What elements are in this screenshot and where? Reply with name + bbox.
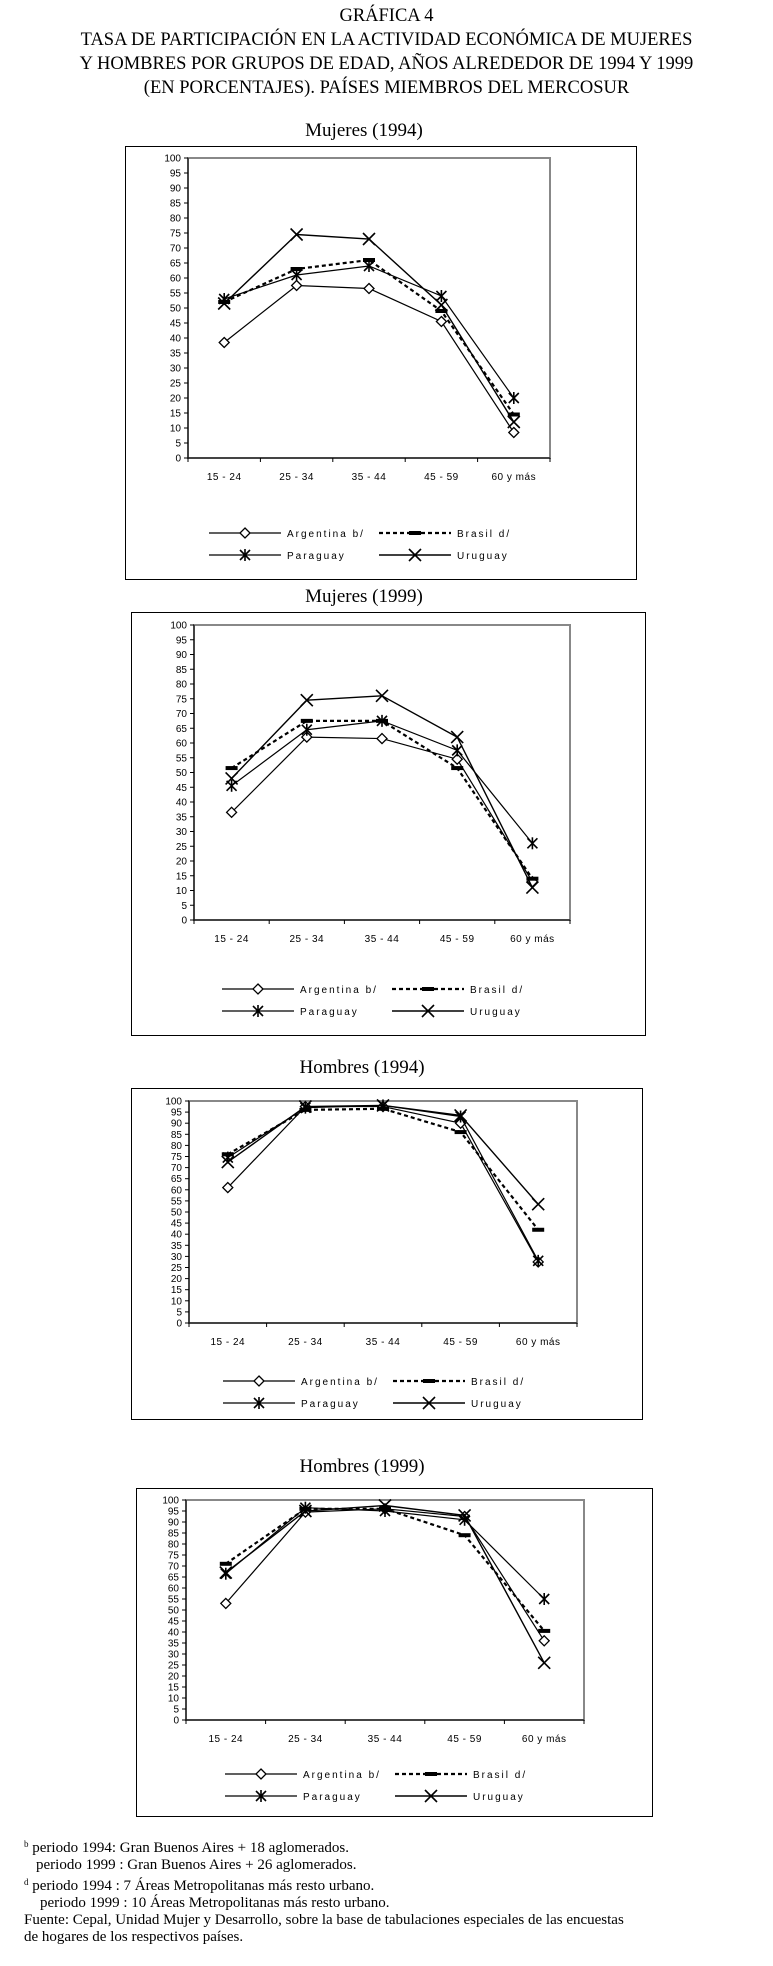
legend-label: Paraguay: [303, 1792, 362, 1803]
y-tick-label: 5: [181, 900, 187, 912]
y-tick-label: 95: [170, 1107, 182, 1119]
data-point-brasil-d: [301, 719, 313, 723]
data-point-brasil-d: [455, 1130, 467, 1134]
legend-label: Brasil d/: [457, 529, 512, 540]
y-tick-label: 60: [175, 738, 187, 750]
legend-label: Argentina b/: [301, 1377, 379, 1388]
legend-item-brasil-d: [392, 985, 524, 996]
legend-label: Paraguay: [300, 1007, 359, 1018]
y-tick-label: 25: [169, 378, 181, 390]
x-tick-label: 25 - 34: [288, 1337, 323, 1348]
x-tick-label: 25 - 34: [288, 1734, 323, 1745]
y-tick-label: 35: [167, 1638, 179, 1650]
y-tick-label: 10: [175, 886, 187, 897]
x-tick-label: 25 - 34: [279, 472, 314, 483]
data-point-paraguay: [527, 837, 537, 849]
data-point-argentina-b: [509, 428, 519, 438]
series-line-argentina-b: [224, 286, 514, 433]
y-tick-label: 70: [169, 243, 181, 255]
y-tick-label: 35: [170, 1240, 182, 1252]
series-line-brasil-d: [228, 1109, 538, 1230]
y-tick-label: 15: [175, 871, 187, 883]
figure-header: [0, 4, 773, 100]
legend-item-paraguay: [209, 549, 346, 562]
y-tick-label: 90: [169, 183, 181, 195]
footnote-marker-d: d: [24, 1877, 29, 1887]
y-tick-label: 0: [176, 1318, 182, 1330]
y-tick-label: 45: [170, 1218, 182, 1230]
y-tick-label: 65: [170, 1174, 182, 1186]
y-tick-label: 85: [175, 664, 187, 676]
y-tick-label: 60: [167, 1583, 179, 1595]
legend-item-uruguay: [395, 1790, 525, 1803]
y-tick-label: 100: [165, 1096, 182, 1108]
data-point-uruguay: [451, 731, 463, 743]
y-tick-label: 60: [170, 1185, 182, 1197]
y-tick-label: 55: [169, 288, 181, 300]
legend-label: Uruguay: [457, 551, 509, 562]
legend-item-brasil-d: [379, 529, 511, 540]
legend-marker: [422, 987, 434, 991]
chart-title-mujeres-1999: Mujeres (1999): [305, 586, 423, 607]
chart-hombres-1994: [132, 1089, 642, 1419]
x-tick-label: 45 - 59: [424, 472, 459, 483]
series-brasil-d: [220, 1507, 550, 1633]
legend-label: Brasil d/: [473, 1770, 528, 1781]
y-tick-label: 50: [175, 768, 187, 779]
plot-area: [189, 1101, 577, 1323]
series-line-brasil-d: [232, 721, 533, 879]
chart-panel-mujeres-1994: [125, 146, 637, 580]
data-point-paraguay: [436, 290, 446, 302]
y-tick-label: 75: [170, 1152, 182, 1163]
series-line-uruguay: [226, 1506, 544, 1663]
y-tick-label: 45: [175, 782, 187, 794]
y-tick-label: 40: [170, 1229, 182, 1241]
legend-label: Uruguay: [471, 1399, 523, 1410]
y-tick-label: 85: [167, 1528, 179, 1540]
legend-item-paraguay: [222, 1005, 359, 1018]
y-tick-label: 80: [175, 679, 187, 691]
legend-marker: [240, 528, 250, 538]
y-tick-label: 50: [167, 1605, 179, 1617]
x-tick-label: 15 - 24: [206, 472, 242, 483]
data-point-brasil-d: [532, 1228, 544, 1232]
y-tick-label: 100: [170, 620, 187, 632]
footnotes: [24, 1836, 769, 1946]
y-tick-label: 80: [167, 1539, 179, 1551]
data-point-argentina-b: [377, 734, 387, 744]
source-line-2: de hogares de los respectivos países.: [24, 1929, 244, 1945]
legend-marker: [256, 1769, 266, 1779]
y-tick-label: 30: [175, 827, 187, 838]
plot-area: [188, 158, 550, 458]
legend-marker: [253, 984, 263, 994]
footnote-marker-b: b: [24, 1839, 29, 1849]
data-point-brasil-d: [220, 1562, 232, 1566]
y-tick-label: 100: [162, 1495, 179, 1507]
y-tick-label: 20: [175, 856, 187, 868]
legend-label: Brasil d/: [470, 985, 525, 996]
x-tick-label: 45 - 59: [447, 1734, 482, 1745]
legend-item-argentina-b: [209, 528, 365, 540]
data-point-brasil-d: [459, 1533, 471, 1537]
y-tick-label: 65: [169, 258, 181, 270]
y-tick-label: 5: [175, 438, 181, 450]
x-tick-label: 15 - 24: [210, 1337, 246, 1348]
y-tick-label: 25: [175, 841, 187, 853]
footnote-d-1994: $^d$ periodo 1994 : 7 Áreas Metropolitanas más resto urbano.: [24, 1877, 375, 1894]
y-tick-label: 75: [175, 694, 187, 706]
data-point-uruguay: [508, 416, 520, 428]
legend-label: Paraguay: [287, 551, 346, 562]
y-tick-label: 70: [167, 1561, 179, 1573]
legend-label: Brasil d/: [471, 1377, 526, 1388]
y-tick-label: 35: [175, 812, 187, 824]
y-tick-label: 10: [170, 1296, 182, 1308]
legend-item-uruguay: [392, 1005, 522, 1018]
y-tick-label: 85: [170, 1129, 182, 1141]
y-tick-label: 30: [167, 1649, 179, 1661]
legend-marker: [423, 1379, 435, 1383]
data-point-paraguay: [539, 1593, 549, 1605]
data-point-argentina-b: [539, 1636, 549, 1646]
y-tick-label: 40: [169, 333, 181, 345]
y-tick-label: 80: [169, 213, 181, 225]
y-tick-label: 40: [167, 1627, 179, 1639]
x-tick-label: 35 - 44: [367, 1734, 403, 1745]
y-tick-label: 10: [167, 1693, 179, 1705]
legend-item-brasil-d: [393, 1377, 525, 1388]
y-tick-label: 95: [167, 1506, 179, 1518]
series-line-uruguay: [228, 1105, 538, 1204]
y-tick-label: 5: [176, 1307, 182, 1319]
y-tick-label: 20: [167, 1671, 179, 1683]
x-tick-label: 60 y más: [521, 1734, 567, 1745]
y-tick-label: 50: [169, 303, 181, 315]
y-tick-label: 50: [170, 1207, 182, 1219]
y-tick-label: 15: [170, 1285, 182, 1297]
y-tick-label: 20: [170, 1274, 182, 1286]
chart-title-mujeres-1994: Mujeres (1994): [305, 120, 423, 141]
legend-label: Paraguay: [301, 1399, 360, 1410]
data-point-paraguay: [509, 392, 519, 404]
data-point-uruguay: [538, 1657, 550, 1669]
data-point-argentina-b: [436, 317, 446, 327]
y-tick-label: 45: [167, 1616, 179, 1628]
x-tick-label: 35 - 44: [364, 934, 400, 945]
footnote-b-1994: $^b$ periodo 1994: Gran Buenos Aires + 18 aglomerados.: [24, 1839, 349, 1856]
legend-label: Argentina b/: [300, 985, 378, 996]
y-tick-label: 35: [169, 348, 181, 360]
y-tick-label: 90: [170, 1118, 182, 1130]
y-tick-label: 95: [169, 168, 181, 180]
footnote-d-1999: periodo 1999 : 10 Áreas Metropolitanas más resto urbano.: [40, 1895, 390, 1911]
legend-item-argentina-b: [222, 984, 378, 996]
x-tick-label: 60 y más: [491, 472, 537, 483]
legend-item-paraguay: [225, 1790, 362, 1803]
legend-item-uruguay: [393, 1397, 523, 1410]
y-tick-label: 80: [170, 1140, 182, 1152]
legend-item-paraguay: [223, 1397, 360, 1410]
x-tick-label: 15 - 24: [214, 934, 249, 945]
y-tick-label: 90: [167, 1517, 179, 1529]
y-tick-label: 60: [169, 273, 181, 285]
y-tick-label: 45: [169, 318, 181, 330]
y-tick-label: 95: [175, 635, 187, 647]
legend-marker: [425, 1772, 437, 1776]
series-paraguay: [223, 1099, 543, 1266]
figure-title-line-3: (EN PORCENTAJES). PAÍSES MIEMBROS DEL MERCOSUR: [143, 78, 630, 98]
legend-label: Argentina b/: [287, 529, 365, 540]
series-line-argentina-b: [232, 737, 533, 882]
y-tick-label: 70: [175, 709, 187, 720]
x-tick-label: 35 - 44: [351, 472, 387, 483]
legend-marker: [409, 531, 421, 535]
x-tick-label: 15 - 24: [208, 1734, 244, 1745]
figure-title-line-2: Y HOMBRES POR GRUPOS DE EDAD, AÑOS ALREDEDOR DE 1994 Y 1999: [79, 54, 694, 74]
y-tick-label: 0: [181, 915, 187, 927]
legend-label: Uruguay: [470, 1007, 522, 1018]
x-tick-label: 60 y más: [510, 934, 555, 945]
data-point-paraguay: [452, 744, 462, 756]
x-tick-label: 45 - 59: [439, 934, 475, 945]
chart-title-hombres-1994: Hombres (1994): [299, 1057, 425, 1078]
series-paraguay: [219, 260, 519, 404]
chart-mujeres-1999: [132, 613, 645, 1035]
y-tick-label: 5: [173, 1704, 179, 1716]
x-tick-label: 25 - 34: [289, 934, 325, 945]
y-tick-label: 65: [175, 723, 187, 735]
series-uruguay: [220, 1500, 550, 1669]
y-tick-label: 90: [175, 650, 187, 661]
y-tick-label: 15: [169, 408, 181, 420]
series-uruguay: [222, 1099, 544, 1210]
x-tick-label: 45 - 59: [443, 1337, 478, 1348]
series-line-argentina-b: [228, 1107, 538, 1262]
y-tick-label: 30: [170, 1251, 182, 1263]
series-argentina-b: [219, 281, 519, 438]
data-point-uruguay: [532, 1198, 544, 1210]
chart-mujeres-1994: [126, 147, 636, 579]
chart-panel-hombres-1999: [136, 1488, 653, 1817]
data-point-brasil-d: [538, 1629, 550, 1633]
chart-panel-mujeres-1999: [131, 612, 646, 1036]
y-tick-label: 75: [169, 228, 181, 240]
y-tick-label: 85: [169, 198, 181, 210]
series-brasil-d: [222, 1107, 544, 1232]
y-tick-label: 0: [173, 1715, 179, 1727]
legend-item-argentina-b: [223, 1376, 379, 1388]
chart-hombres-1999: [137, 1489, 652, 1816]
legend-marker: [254, 1376, 264, 1386]
y-tick-label: 40: [175, 797, 187, 809]
legend-label: Argentina b/: [303, 1770, 381, 1781]
y-tick-label: 0: [175, 453, 181, 465]
series-brasil-d: [218, 258, 520, 417]
y-tick-label: 75: [167, 1550, 179, 1562]
y-tick-label: 100: [164, 153, 181, 165]
legend-label: Uruguay: [473, 1792, 525, 1803]
y-tick-label: 55: [170, 1196, 182, 1208]
chart-title-hombres-1999: Hombres (1999): [299, 1456, 425, 1477]
y-tick-label: 55: [167, 1594, 179, 1606]
figure-title-line-1: TASA DE PARTICIPACIÓN EN LA ACTIVIDAD ECONÓMICA DE MUJERES: [80, 30, 693, 50]
data-point-brasil-d: [226, 766, 238, 770]
y-tick-label: 15: [167, 1682, 179, 1694]
series-line-brasil-d: [226, 1509, 544, 1631]
y-tick-label: 70: [170, 1163, 182, 1175]
y-tick-label: 20: [169, 393, 181, 405]
y-tick-label: 25: [167, 1660, 179, 1672]
legend-item-argentina-b: [225, 1769, 381, 1781]
y-tick-label: 25: [170, 1263, 182, 1274]
y-tick-label: 65: [167, 1572, 179, 1584]
y-tick-label: 10: [169, 423, 181, 435]
source-line-1: Fuente: Cepal, Unidad Mujer y Desarrollo, sobre la base de tabulaciones especiales de las encuestas: [24, 1912, 624, 1928]
footnote-b-1999: periodo 1999 : Gran Buenos Aires + 26 aglomerados.: [36, 1857, 357, 1873]
series-argentina-b: [221, 1504, 549, 1646]
chart-panel-hombres-1994: [131, 1088, 643, 1420]
data-point-brasil-d: [451, 766, 463, 770]
x-tick-label: 60 y más: [515, 1337, 561, 1348]
legend-item-uruguay: [379, 549, 509, 562]
y-tick-label: 30: [169, 363, 181, 375]
data-point-argentina-b: [364, 284, 374, 294]
graph-number: GRÁFICA 4: [339, 6, 434, 26]
legend-item-brasil-d: [395, 1770, 527, 1781]
y-tick-label: 55: [175, 753, 187, 765]
series-line-paraguay: [226, 1508, 544, 1599]
x-tick-label: 35 - 44: [365, 1337, 401, 1348]
series-argentina-b: [223, 1102, 543, 1267]
